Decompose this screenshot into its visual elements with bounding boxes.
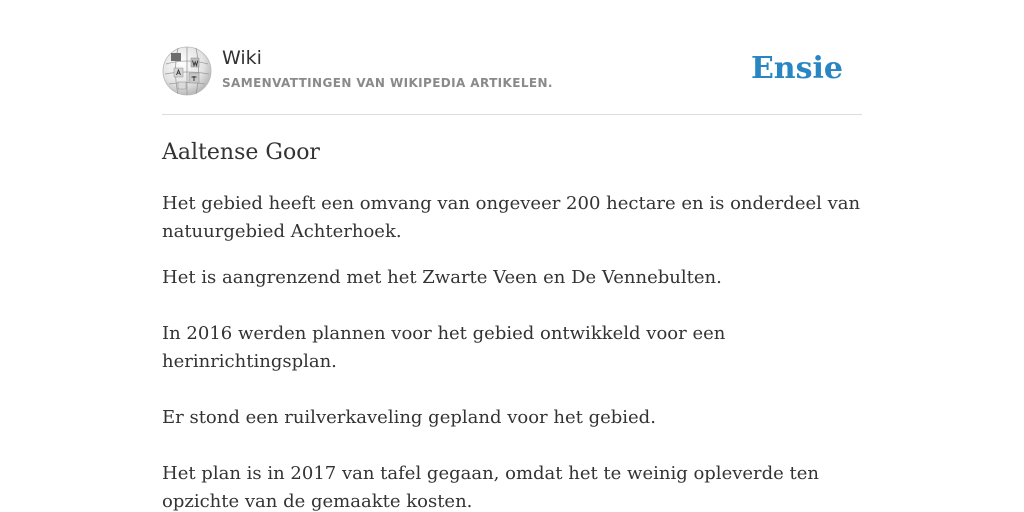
article-content xyxy=(162,190,862,512)
ensie-logo-link[interactable]: Ensie xyxy=(750,51,843,86)
site-title[interactable]: Wiki xyxy=(222,47,262,69)
article-paragraph: In 2016 werden plannen voor het gebied ontwikkeld voor een herinrichtingsplan. xyxy=(162,323,726,372)
article-paragraph: Het gebied heeft een omvang van ongeveer 200 hectare en is onderdeel van natuurgebied Achterhoek. xyxy=(162,193,861,242)
site-tagline: SAMENVATTINGEN VAN WIKIPEDIA ARTIKELEN. xyxy=(222,76,553,90)
article-paragraph: Het plan is in 2017 van tafel gegaan, omdat het te weinig opleverde ten opzichte van de gemaakte kosten. xyxy=(162,463,820,512)
article-paragraph: Het is aangrenzend met het Zwarte Veen en De Vennebulten. xyxy=(162,267,722,288)
wikipedia-globe-icon[interactable] xyxy=(162,46,212,96)
site-header xyxy=(162,44,862,115)
article-paragraph: Er stond een ruilverkaveling gepland voor het gebied. xyxy=(162,407,656,428)
article-title: Aaltense Goor xyxy=(162,140,320,165)
